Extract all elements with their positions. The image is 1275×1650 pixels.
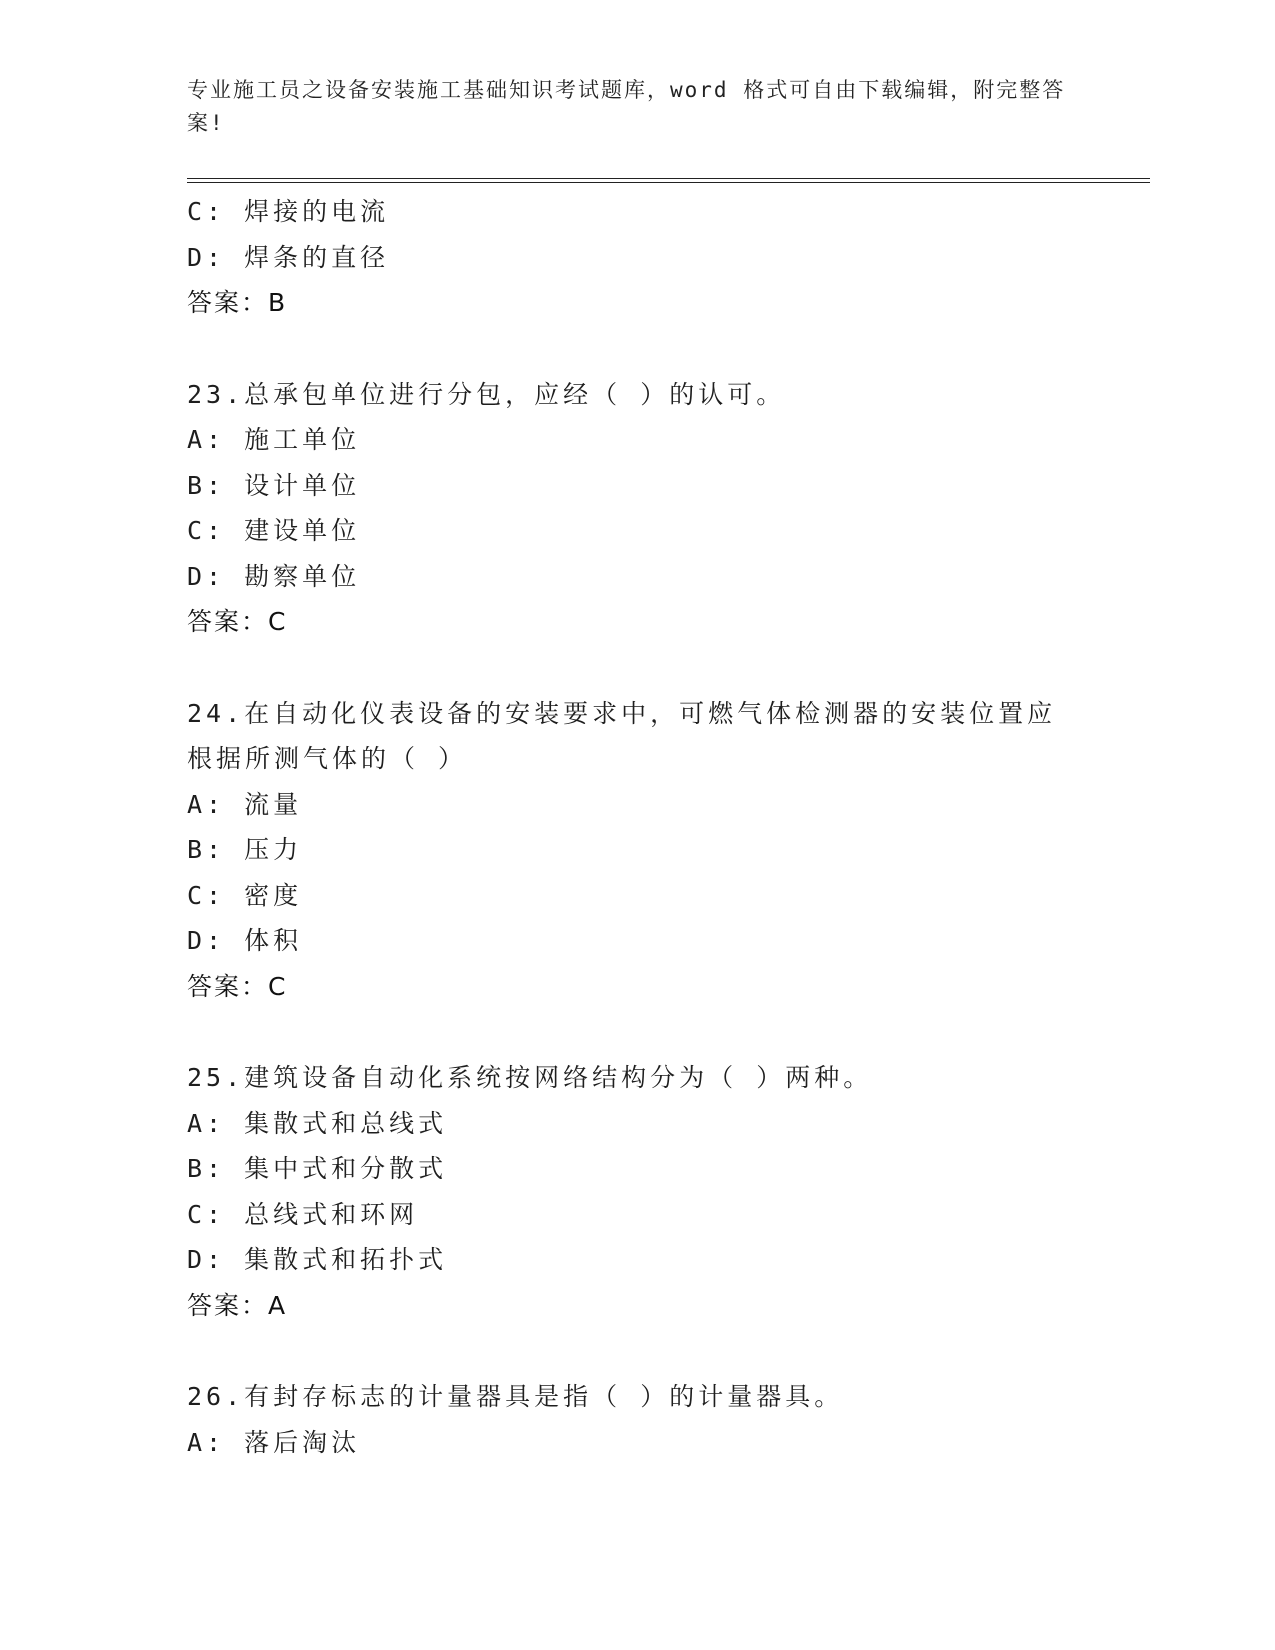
option-d: D: 勘察单位: [187, 561, 361, 591]
question-22-continued: [187, 189, 1087, 326]
option-c: C: 焊接的电流: [187, 197, 390, 226]
question-stem: 23.总承包单位进行分包，应经（ ）的认可。: [187, 379, 786, 409]
answer-line: 答案：C: [187, 971, 288, 1001]
option-d: D: 集散式和拓扑式: [187, 1245, 448, 1274]
question-list: [187, 189, 1087, 1465]
option-c: C: 总线式和环网: [187, 1199, 419, 1229]
option-c: C: 建设单位: [187, 516, 361, 545]
header-rule-top: [187, 178, 1150, 179]
answer-line: 答案：C: [187, 607, 288, 636]
question-stem: 25.建筑设备自动化系统按网络结构分为（ ）两种。: [187, 1063, 873, 1092]
spacer: [187, 1009, 1087, 1055]
answer-line: 答案：A: [187, 1290, 288, 1320]
option-b: B: 集中式和分散式: [187, 1154, 448, 1183]
header-rule-bottom: [187, 182, 1150, 183]
question-stem: 24.在自动化仪表设备的安装要求中，可燃气体检测器的安装位置应根据所测气体的（ ）: [187, 698, 1057, 773]
option-a: A: 流量: [187, 789, 303, 819]
option-b: B: 压力: [187, 835, 303, 864]
option-b: B: 设计单位: [187, 470, 361, 500]
spacer: [187, 326, 1087, 372]
option-d: D: 体积: [187, 926, 303, 955]
answer-line: 答案：B: [187, 288, 288, 317]
question-25: [187, 1055, 1087, 1328]
question-stem: 26.有封存标志的计量器具是指（ ）的计量器具。: [187, 1382, 844, 1411]
option-c: C: 密度: [187, 880, 303, 910]
question-23: [187, 372, 1087, 645]
spacer: [187, 645, 1087, 691]
option-a: A: 落后淘汰: [187, 1427, 361, 1457]
option-a: A: 集散式和总线式: [187, 1108, 448, 1138]
question-24: [187, 691, 1087, 1010]
document-header-text: 专业施工员之设备安装施工基础知识考试题库，word 格式可自由下载编辑，附完整答案!: [187, 78, 1066, 135]
option-d: D: 焊条的直径: [187, 242, 390, 272]
option-a: A: 施工单位: [187, 425, 361, 454]
question-26: [187, 1374, 1087, 1465]
spacer: [187, 1328, 1087, 1374]
